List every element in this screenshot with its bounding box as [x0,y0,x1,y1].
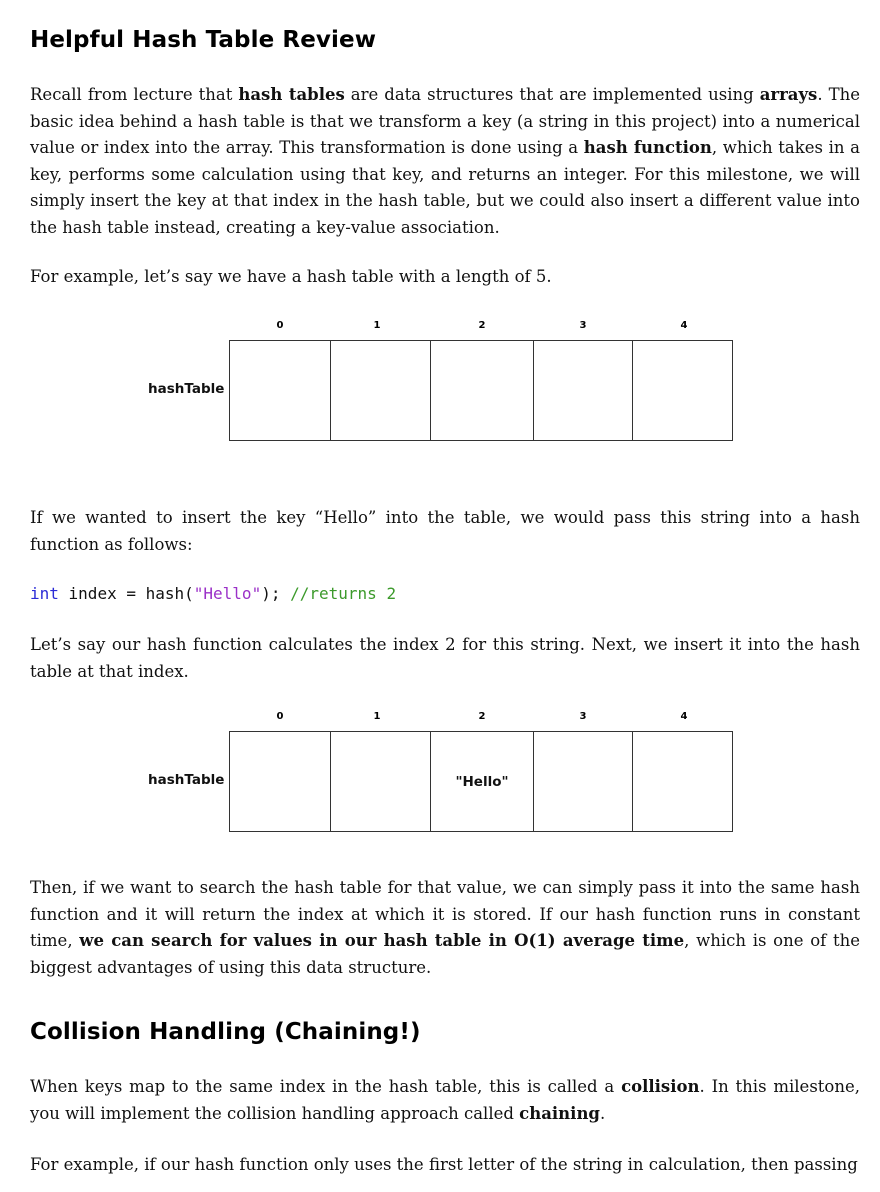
paragraph-intro: Recall from lecture that hash tables are data structures that are implemented using arrays. The basic idea behind a hash table is that we transform a key (a string in this project) into a numerical value or index into the array. This transformation is done using a hash function, which takes in a key, performs some calculation using that key, and returns an integer. For this milestone, we will simply insert the key at that index in the hash table, but we could also insert a different value into the hash table instead, creating a key-value association. [30,85,861,237]
term-hash-tables: hash tables [238,85,345,104]
table-cell [230,341,331,440]
term-arrays: arrays [759,85,818,104]
emphasis-o1-search: we can search for values in our hash table in O(1) average time [79,931,685,951]
index-label: 4 [680,320,688,331]
paragraph-collision: When keys map to the same index in the hash table, this is called a collision. In this milestone, you will implement the collision handling approach called chaining. [30,1077,860,1123]
code-comment: //returns 2 [290,584,397,603]
index-label: 2 [478,711,486,722]
section-heading-collision-handling: Collision Handling (Chaining!) [30,1019,421,1045]
table-cell-hello: "Hello" [431,732,534,831]
paragraph-insert: If we wanted to insert the key “Hello” into the table, we would pass this string into a hash function as follows: [30,508,860,554]
table-cell [633,732,732,831]
paragraph-index: Let’s say our hash function calculates the index 2 for this string. Next, we insert it into the hash table at that index. [30,635,860,681]
index-label: 0 [276,711,284,722]
hash-table-diagram-empty [0,315,880,445]
hash-table-diagram-hello [0,706,880,836]
index-label: 1 [373,320,381,331]
section-heading-hash-table-review: Helpful Hash Table Review [30,27,377,53]
index-label: 1 [373,711,381,722]
table-cell [431,341,534,440]
hash-table-array [229,340,733,441]
index-label: 2 [478,320,486,331]
index-label: 3 [579,711,587,722]
paragraph-example: For example, let’s say we have a hash table with a length of 5. [30,267,552,286]
index-label: 4 [680,711,688,722]
table-cell [230,732,331,831]
hash-table-array [229,731,733,832]
index-label: 3 [579,320,587,331]
table-cell [331,341,431,440]
term-hash-function: hash function [583,138,712,158]
table-label: hashTable [148,772,225,788]
code-string: "Hello" [193,584,262,603]
code-snippet: int index = hash("Hello"); //returns 2 [30,584,397,603]
table-cell [331,732,431,831]
table-label: hashTable [148,381,225,397]
term-collision: collision [621,1077,700,1096]
index-label: 0 [276,320,284,331]
code-keyword: int [30,584,59,603]
paragraph-search: Then, if we want to search the hash table for that value, we can simply pass it into the same hash function and it will return the index at which it is stored. If our hash function runs in constant time, we can search for values in our hash table in O(1) average time, which is one of the biggest advantages of using this data structure. [30,878,861,977]
term-chaining: chaining [519,1103,600,1123]
table-cell [534,732,633,831]
table-cell [633,341,732,440]
table-cell [534,341,633,440]
paragraph-chaining-example: For example, if our hash function only uses the first letter of the string in calculation, then passing [30,1155,858,1174]
